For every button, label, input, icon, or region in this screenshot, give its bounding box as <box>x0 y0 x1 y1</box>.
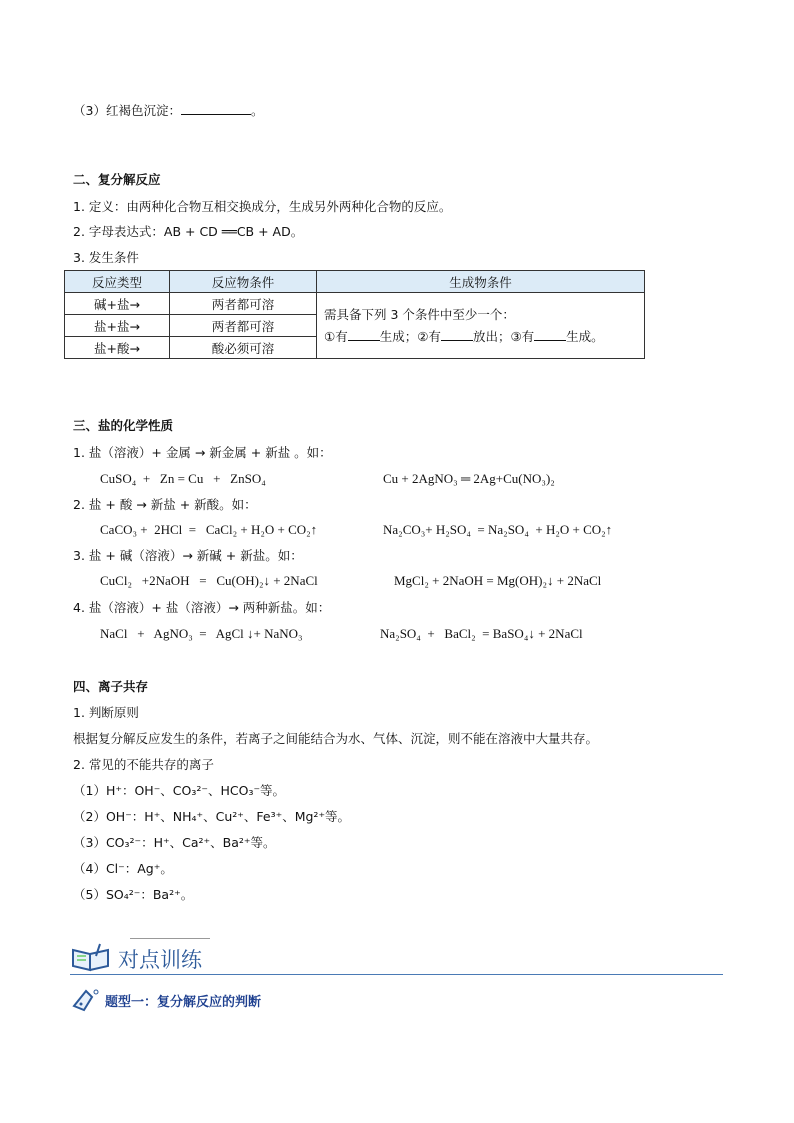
text: 需具备下列 3 个条件中至少一个： <box>324 306 515 322</box>
equation: CuSO₄ + Zn = Cu + ZnSO₄ <box>100 471 266 486</box>
text: 放出；③有 <box>472 328 535 344</box>
cell: 盐+酸→ <box>65 337 170 359</box>
conditions-label: 3. 发生条件 <box>73 250 139 265</box>
text: ①有 <box>324 328 348 344</box>
ion-item: （1）H⁺：OH⁻、CO₃²⁻、HCO₃⁻等。 <box>73 783 286 798</box>
banner-title: 对点训练 <box>118 948 202 972</box>
question-type-heading <box>72 988 262 1015</box>
rule: 1. 盐（溶液）+ 金属 → 新金属 + 新盐 。如： <box>73 445 332 460</box>
definition: 1. 定义：由两种化合物互相交换成分，生成另外两种化合物的反应。 <box>73 199 452 214</box>
rule: 2. 盐 + 酸 → 新盐 + 新酸。如： <box>73 497 257 512</box>
rule: 4. 盐（溶液）+ 盐（溶液）→ 两种新盐。如： <box>73 600 331 615</box>
ion-item: （5）SO₄²⁻：Ba²⁺。 <box>73 887 194 902</box>
subheading: 1. 判断原则 <box>73 705 139 720</box>
equation: CaCO₃ + 2HCl = CaCl₂ + H₂O + CO₂↑ <box>100 522 318 537</box>
cell: 酸必须可溶 <box>170 337 317 359</box>
header: 反应类型 <box>65 271 170 293</box>
equation: Na₂SO₄ + BaCl₂ = BaSO₄↓ + 2NaCl <box>380 626 583 641</box>
section-title: 二、复分解反应 <box>73 172 161 187</box>
divider <box>130 938 210 939</box>
equation: NaCl + AgNO₃ = AgCl ↓+ NaNO₃ <box>100 626 303 641</box>
answer-blank[interactable] <box>348 328 380 341</box>
text: （3）红褐色沉淀： <box>73 103 181 118</box>
product-conditions <box>317 293 645 359</box>
header: 生成物条件 <box>317 271 645 293</box>
section-title: 三、盐的化学性质 <box>73 418 174 433</box>
text: 生成。 <box>566 328 604 344</box>
open-book-icon <box>70 942 112 972</box>
conditions-table <box>64 270 645 359</box>
paragraph: 根据复分解反应发生的条件，若离子之间能结合为水、气体、沉淀，则不能在溶液中大量共存。 <box>73 731 599 746</box>
ion-item: （2）OH⁻：H⁺、NH₄⁺、Cu²⁺、Fe³⁺、Mg²⁺等。 <box>73 809 351 824</box>
answer-blank[interactable] <box>181 102 251 115</box>
equation: CuCl₂ +2NaOH = Cu(OH)₂↓ + 2NaCl <box>100 573 318 588</box>
text: 生成；②有 <box>379 328 441 344</box>
section-title: 四、离子共存 <box>73 679 149 694</box>
ion-item: （4）Cl⁻：Ag⁺。 <box>73 861 173 876</box>
question-type-title: 题型一：复分解反应的判断 <box>105 995 262 1010</box>
header: 反应物条件 <box>170 271 317 293</box>
equation: MgCl₂ + 2NaOH = Mg(OH)₂↓ + 2NaCl <box>394 573 602 588</box>
answer-blank[interactable] <box>441 328 473 341</box>
expression: 2. 字母表达式：AB + CD ══CB + AD。 <box>73 224 304 239</box>
ion-item: （3）CO₃²⁻：H⁺、Ca²⁺、Ba²⁺等。 <box>73 835 276 850</box>
rule: 3. 盐 + 碱（溶液）→ 新碱 + 新盐。如： <box>73 548 303 563</box>
flask-icon <box>72 988 100 1012</box>
cell: 碱+盐→ <box>65 293 170 315</box>
equation: Na₂CO₃+ H₂SO₄ = Na₂SO₄ + H₂O + CO₂↑ <box>383 522 613 537</box>
practice-banner <box>70 938 723 975</box>
text: 。 <box>250 103 264 118</box>
item-red-brown-precipitate <box>73 102 263 119</box>
cell: 两者都可溶 <box>170 315 317 337</box>
cell: 盐+盐→ <box>65 315 170 337</box>
answer-blank[interactable] <box>534 328 566 341</box>
equation: Cu + 2AgNO₃ ═ 2Ag+Cu(NO₃)₂ <box>383 471 555 486</box>
cell: 两者都可溶 <box>170 293 317 315</box>
subheading: 2. 常见的不能共存的离子 <box>73 757 214 772</box>
